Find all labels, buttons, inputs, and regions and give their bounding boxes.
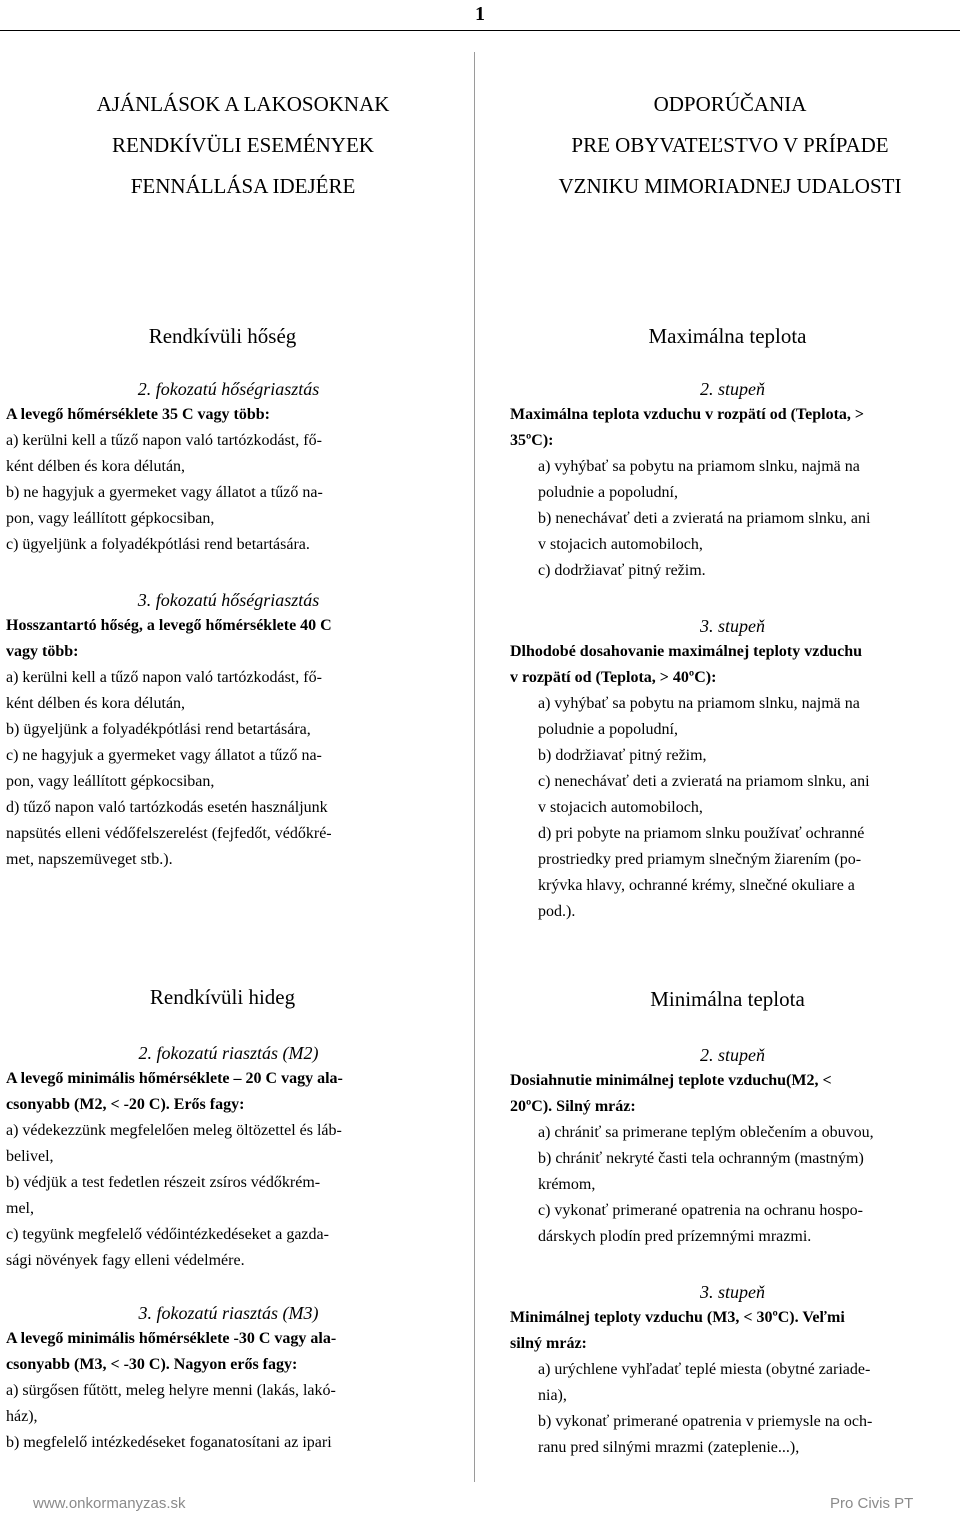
hu-heat-level3 bbox=[6, 587, 451, 873]
list-item: b) dodržiavať pitný režim, bbox=[538, 747, 707, 764]
page-number: 1 bbox=[475, 3, 485, 25]
sk-heat-l3-intro: Dlhodobé dosahovanie maximálnej teploty vzduchu bbox=[510, 643, 863, 660]
list-item: sági növények fagy elleni védelmére. bbox=[6, 1252, 245, 1269]
list-item: pod.). bbox=[538, 903, 576, 920]
list-item: a) vyhýbať sa pobytu na priamom slnku, najmä na bbox=[538, 458, 860, 475]
list-item: pon, vagy leállított gépkocsiban, bbox=[6, 773, 215, 790]
list-item: a) urýchlene vyhľadať teplé miesta (obytné zariade- bbox=[538, 1361, 871, 1378]
sk-cold-m3-heading: 3. stupeň bbox=[700, 1282, 765, 1302]
list-item: c) ne hagyjuk a gyermeket vagy állatot a tűző na- bbox=[6, 747, 322, 764]
list-item: a) chrániť sa primerane teplým oblečením a obuvou, bbox=[538, 1124, 874, 1141]
slovak-title-line: ODPORÚČANIA bbox=[653, 92, 807, 116]
footer-website: www.onkormanyzas.sk bbox=[33, 1495, 186, 1512]
list-item: belivel, bbox=[6, 1148, 54, 1165]
sk-heat-l2-intro: Maximálna teplota vzduchu v rozpätí od (Teplota, > bbox=[510, 406, 865, 423]
list-item: c) nenechávať deti a zvieratá na priamom slnku, ani bbox=[538, 773, 870, 790]
hu-cold-m2-heading: 2. fokozatú riasztás (M2) bbox=[138, 1043, 319, 1063]
hu-heat-l3-heading: 3. fokozatú hőségriasztás bbox=[137, 590, 320, 610]
hu-cold-m2-intro: A levegő minimális hőmérséklete – 20 C vagy ala- bbox=[6, 1070, 343, 1087]
hu-cold-m3-intro: A levegő minimális hőmérséklete -30 C vagy ala- bbox=[6, 1330, 337, 1347]
list-item: a) védekezzünk megfelelően meleg öltözettel és láb- bbox=[6, 1122, 342, 1139]
list-item: pon, vagy leállított gépkocsiban, bbox=[6, 510, 215, 527]
list-item: c) tegyünk megfelelő védőintézkedéseket a gazda- bbox=[6, 1226, 329, 1243]
list-item: poludnie a popoludní, bbox=[538, 721, 678, 738]
list-item: met, napszemüveget stb.). bbox=[6, 851, 173, 868]
sk-heat-level3 bbox=[510, 613, 955, 925]
list-item: poludnie a popoludní, bbox=[538, 484, 678, 501]
list-item: ranu pred silnými mrazmi (zateplenie...), bbox=[538, 1439, 800, 1456]
list-item: b) védjük a test fedetlen részeit zsíros védőkrém- bbox=[6, 1174, 321, 1191]
hungarian-title-line: RENDKÍVÜLI ESEMÉNYEK bbox=[112, 133, 374, 157]
hu-cold-m3-heading: 3. fokozatú riasztás (M3) bbox=[138, 1303, 319, 1323]
header-rule bbox=[0, 30, 960, 31]
list-item: b) vykonať primerané opatrenia v priemysle na och- bbox=[538, 1413, 873, 1430]
list-item: a) sürgősen fűtött, meleg helyre menni (lakás, lakó- bbox=[6, 1382, 336, 1399]
hungarian-title-line: FENNÁLLÁSA IDEJÉRE bbox=[130, 174, 356, 198]
list-item: c) ügyeljünk a folyadékpótlási rend betartására. bbox=[6, 536, 310, 553]
slovak-title-line: VZNIKU MIMORIADNEJ UDALOSTI bbox=[558, 174, 902, 198]
hu-cold-level2 bbox=[6, 1040, 451, 1274]
sk-cold-m2-intro: Dosiahnutie minimálnej teplote vzduchu(M2, < bbox=[510, 1072, 832, 1089]
list-item: d) pri pobyte na priamom slnku používať ochranné bbox=[538, 825, 865, 842]
sk-cold-title: Minimálna teplota bbox=[650, 987, 805, 1011]
hu-heat-title: Rendkívüli hőség bbox=[148, 324, 297, 348]
list-item: ként délben és kora délután, bbox=[6, 695, 186, 712]
list-item: dárskych plodín pred prízemnými mrazmi. bbox=[538, 1228, 812, 1245]
sk-heat-l3-intro: v rozpätí od (Teplota, > 40ºC): bbox=[510, 669, 717, 686]
hu-cold-m3-intro: csonyabb (M3, < -30 C). Nagyon erős fagy: bbox=[6, 1356, 298, 1373]
hu-heat-l2-heading: 2. fokozatú hőségriasztás bbox=[137, 379, 320, 399]
sk-heat-l2-heading: 2. stupeň bbox=[700, 379, 765, 399]
sk-cold-level3 bbox=[510, 1279, 955, 1461]
hu-heat-l2-intro: A levegő hőmérséklete 35 C vagy több: bbox=[6, 406, 270, 423]
slovak-title-line: PRE OBYVATEĽSTVO V PRÍPADE bbox=[571, 133, 889, 157]
list-item: krývka hlavy, ochranné krémy, slnečné okuliare a bbox=[538, 877, 855, 894]
hungarian-main-title bbox=[28, 84, 458, 207]
sk-heat-level2 bbox=[510, 376, 955, 584]
list-item: a) vyhýbať sa pobytu na priamom slnku, najmä na bbox=[538, 695, 860, 712]
hu-heat-level2 bbox=[6, 376, 451, 558]
sk-heat-l3-heading: 3. stupeň bbox=[700, 616, 765, 636]
list-item: b) ne hagyjuk a gyermeket vagy állatot a tűző na- bbox=[6, 484, 323, 501]
list-item: b) ügyeljünk a folyadékpótlási rend betartására, bbox=[6, 721, 311, 738]
sk-heat-l2-intro: 35ºC): bbox=[510, 432, 554, 449]
list-item: v stojacich automobiloch, bbox=[538, 536, 703, 553]
list-item: mel, bbox=[6, 1200, 34, 1217]
list-item: d) tűző napon való tartózkodás esetén használjunk bbox=[6, 799, 328, 816]
sk-cold-m3-intro: silný mráz: bbox=[510, 1335, 587, 1352]
list-item: ként délben és kora délután, bbox=[6, 458, 186, 475]
list-item: ház), bbox=[6, 1408, 38, 1425]
list-item: v stojacich automobiloch, bbox=[538, 799, 703, 816]
list-item: b) chrániť nekryté časti tela ochranným (mastným) bbox=[538, 1150, 864, 1167]
hu-heat-l3-intro: Hosszantartó hőség, a levegő hőmérséklete 40 C bbox=[6, 617, 332, 634]
list-item: c) vykonať primerané opatrenia na ochranu hospo- bbox=[538, 1202, 863, 1219]
hungarian-title-line: AJÁNLÁSOK A LAKOSOKNAK bbox=[96, 92, 390, 116]
list-item: krémom, bbox=[538, 1176, 596, 1193]
column-divider bbox=[474, 52, 475, 1482]
hu-cold-title: Rendkívüli hideg bbox=[149, 985, 296, 1009]
sk-cold-m2-heading: 2. stupeň bbox=[700, 1045, 765, 1065]
list-item: napsütés elleni védőfelszerelést (fejfedőt, védőkré- bbox=[6, 825, 332, 842]
sk-cold-m3-intro: Minimálnej teploty vzduchu (M3, < 30ºC). Veľmi bbox=[510, 1309, 845, 1326]
list-item: a) kerülni kell a tűző napon való tartózkodást, fő- bbox=[6, 669, 322, 686]
list-item: nia), bbox=[538, 1387, 567, 1404]
sk-cold-m2-intro: 20ºC). Silný mráz: bbox=[510, 1098, 636, 1115]
slovak-main-title bbox=[515, 84, 945, 207]
list-item: b) nenechávať deti a zvieratá na priamom slnku, ani bbox=[538, 510, 871, 527]
footer-publisher: Pro Civis PT bbox=[830, 1495, 914, 1512]
list-item: b) megfelelő intézkedéseket foganatosítani az ipari bbox=[6, 1434, 332, 1451]
list-item: prostriedky pred priamym slnečným žiarením (po- bbox=[538, 851, 862, 868]
sk-cold-level2 bbox=[510, 1042, 955, 1250]
hu-cold-level3 bbox=[6, 1300, 451, 1456]
list-item: a) kerülni kell a tűző napon való tartózkodást, fő- bbox=[6, 432, 322, 449]
hu-heat-l3-intro: vagy több: bbox=[6, 643, 79, 660]
sk-heat-title: Maximálna teplota bbox=[648, 324, 807, 348]
list-item: c) dodržiavať pitný režim. bbox=[538, 562, 706, 579]
hu-cold-m2-intro: csonyabb (M2, < -20 C). Erős fagy: bbox=[6, 1096, 245, 1113]
